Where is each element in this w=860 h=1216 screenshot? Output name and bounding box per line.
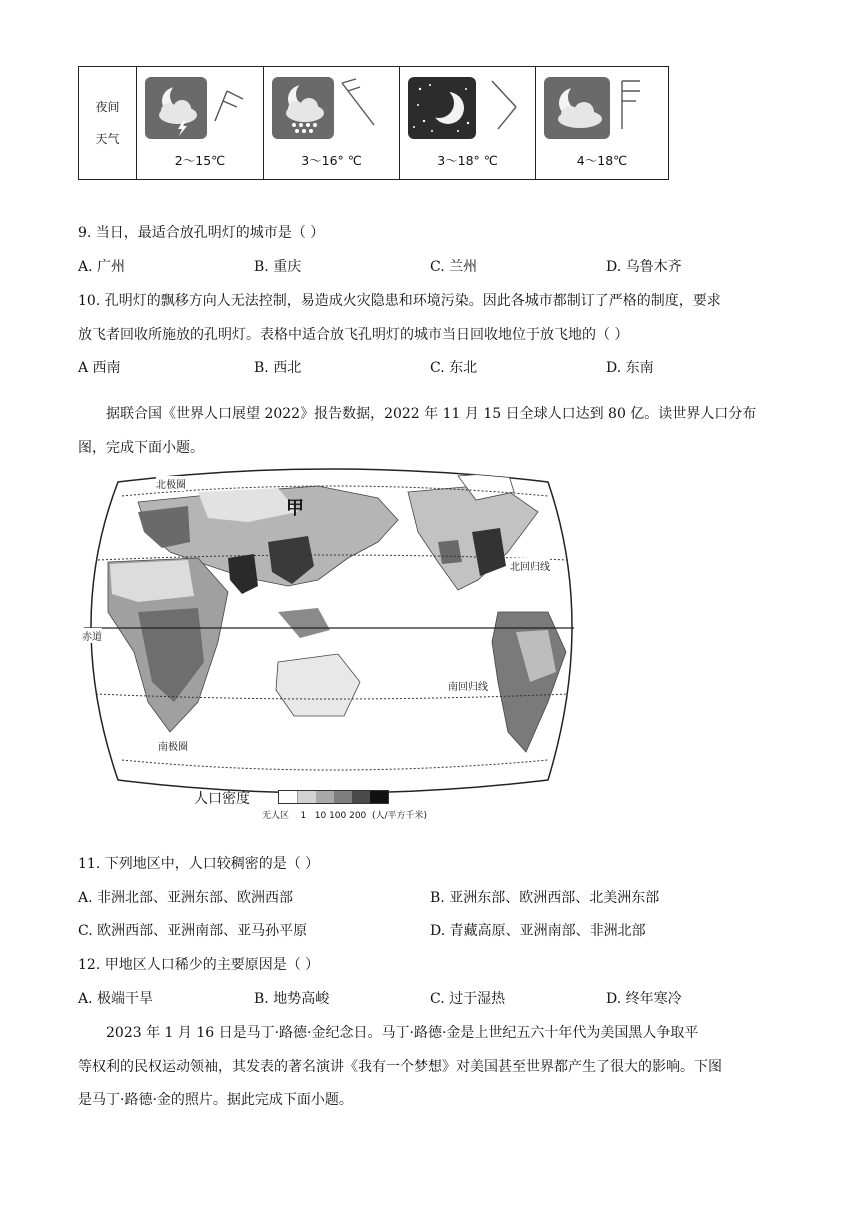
temp-range: 3～18° ℃ — [437, 153, 498, 168]
q9-option-c: C. 兰州 — [430, 259, 478, 275]
row-label-line2: 天气 — [95, 132, 120, 146]
q10-option-d: D. 东南 — [606, 360, 654, 376]
q9-option-a: A. 广州 — [78, 259, 126, 275]
q11-option-c: C. 欧洲西部、亚洲南部、亚马孙平原 — [78, 923, 308, 939]
label-tropic-of-capricorn: 南回归线 — [448, 678, 488, 693]
q11-option-b: B. 亚洲东部、欧洲西部、北美洲东部 — [430, 890, 660, 906]
label-tropic-of-cancer: 北回归线 — [510, 558, 550, 573]
legend-swatch-0 — [279, 791, 298, 803]
question-12-stem: 12. 甲地区人口稀少的主要原因是（ ） — [78, 957, 320, 973]
legend-swatches — [278, 790, 389, 804]
legend-swatch-3 — [334, 791, 352, 803]
q12-option-c: C. 过于湿热 — [430, 991, 506, 1007]
intro-mlk-line2: 等权利的民权运动领袖，其发表的著名演讲《我有一个梦想》对美国甚至世界都产生了很大的影响。下图 — [78, 1059, 722, 1075]
question-10-stem-line2: 放飞者回收所施放的孔明灯。表格中适合放飞孔明灯的城市当日回收地位于放飞地的（ ） — [78, 327, 629, 343]
q12-option-d: D. 终年寒冷 — [606, 991, 682, 1007]
q9-option-b: B. 重庆 — [254, 259, 302, 275]
intro-population-line1: 据联合国《世界人口展望 2022》报告数据，2022 年 11 月 15 日全球人口达到 80 亿。读世界人口分布 — [106, 406, 757, 422]
intro-mlk-line1: 2023 年 1 月 16 日是马丁·路德·金纪念日。马丁·路德·金是上世纪五六十年代为美国黑人争取平 — [106, 1025, 699, 1041]
weather-cell-1 — [137, 67, 264, 179]
moon-cloud-rain-icon — [272, 77, 334, 139]
q12-option-b: B. 地势高峻 — [254, 991, 330, 1007]
q9-option-d: D. 乌鲁木齐 — [606, 259, 682, 275]
temp-range: 2～15℃ — [174, 153, 226, 168]
moon-cloud-icon — [544, 77, 610, 139]
question-11-stem: 11. 下列地区中，人口较稠密的是（ ） — [78, 856, 320, 872]
weather-cell-4 — [536, 67, 668, 179]
label-antarctic-circle: 南极圈 — [158, 738, 188, 753]
q10-option-a: A 西南 — [78, 360, 121, 376]
legend-swatch-1 — [298, 791, 316, 803]
wind-vane-icon — [211, 77, 255, 127]
wind-vane-icon — [616, 77, 656, 133]
intro-mlk-line3: 是马丁·路德·金的照片。据此完成下面小题。 — [78, 1092, 353, 1108]
label-arctic-circle: 北极圈 — [156, 476, 186, 491]
legend-swatch-4 — [352, 791, 370, 803]
q11-option-d: D. 青藏高原、亚洲南部、非洲北部 — [430, 923, 646, 939]
legend-scale: 无人区 1 10 100 200 (人/平方千米) — [262, 811, 428, 821]
legend-swatch-5 — [370, 791, 388, 803]
weather-table — [78, 66, 669, 180]
intro-population-line2: 图，完成下面小题。 — [78, 440, 204, 456]
q11-option-a: A. 非洲北部、亚洲东部、欧洲西部 — [78, 890, 294, 906]
world-population-map — [78, 462, 580, 822]
weather-cell-3 — [400, 67, 536, 179]
temp-range: 4～18℃ — [576, 153, 628, 168]
row-label-cell — [79, 67, 137, 179]
label-jia-region: 甲 — [286, 498, 304, 519]
label-equator: 赤道 — [82, 628, 102, 643]
row-label-line1: 夜间 — [95, 100, 120, 114]
weather-cell-2 — [264, 67, 400, 179]
question-9-stem: 9. 当日，最适合放孔明灯的城市是（ ） — [78, 225, 325, 241]
wind-vane-icon — [486, 77, 530, 133]
moon-stars-icon — [408, 77, 476, 139]
q10-option-c: C. 东北 — [430, 360, 478, 376]
wind-vane-icon — [338, 77, 388, 129]
question-10-stem-line1: 10. 孔明灯的飘移方向人无法控制，易造成火灾隐患和环境污染。因此各城市都制订了严格的制度，要求 — [78, 293, 721, 309]
q12-option-a: A. 极端干旱 — [78, 991, 154, 1007]
moon-cloud-thunder-icon — [145, 77, 207, 139]
q10-option-b: B. 西北 — [254, 360, 302, 376]
legend-title: 人口密度 — [194, 791, 250, 807]
temp-range: 3～16° ℃ — [301, 153, 362, 168]
legend-swatch-2 — [316, 791, 334, 803]
